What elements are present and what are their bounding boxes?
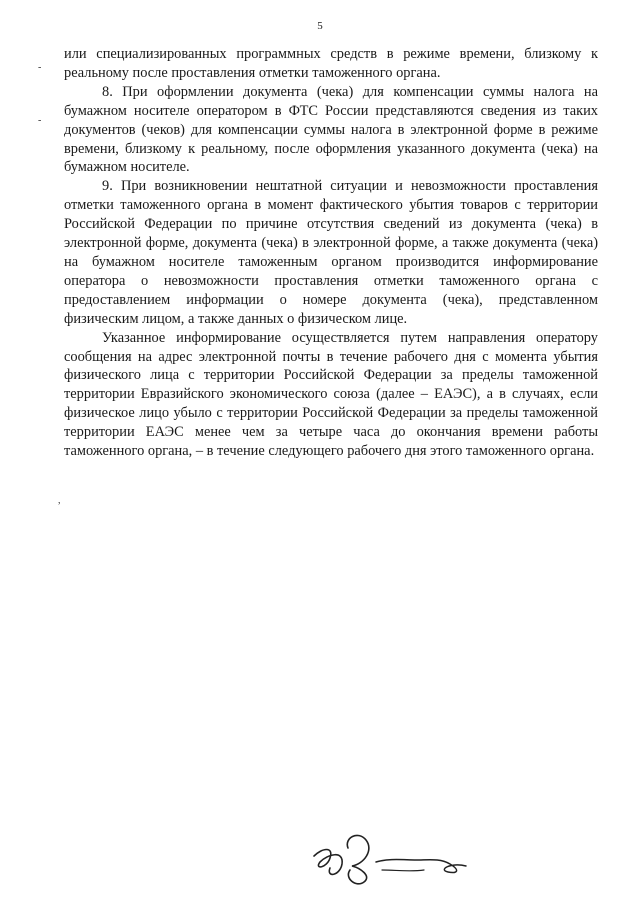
paragraph-item-8: 8. При оформлении документа (чека) для компенсации суммы налога на бумажном носителе оператором в ФТС России представляются сведения из таких документов (чеков) для компенсации суммы налога в электронной форме в режиме времени, близкому к реальному, после оформления указанного документа (чека) на бумажном носителе. xyxy=(64,83,598,176)
paragraph-continuation: или специализированных программных средств в режиме времени, близкому к реальному после проставления отметки таможенного органа. xyxy=(64,46,598,81)
margin-mark: - xyxy=(38,62,42,73)
margin-mark: , xyxy=(58,495,61,506)
paragraph-item-9: 9. При возникновении нештатной ситуации и невозможности проставления отметки таможенного органа в момент фактического убытия товаров с территории Российской Федерации по причине отсутствия сведений из документа (чека) в электронной форме, документа (чека) в электронной форме, а также документа (чека) на бумажном носителе таможенным органом производится информирование оператора о невозможности проставления отметки таможенного органа с предоставлением информации о номере документа (чека), представленном физическим лицом, а также данных о физическом лице. xyxy=(64,178,598,327)
page-number: 5 xyxy=(317,20,323,32)
margin-mark: - xyxy=(38,115,42,126)
handwritten-signature xyxy=(300,818,480,888)
paragraph-notice: Указанное информирование осуществляется путем направления оператору сообщения на адрес электронной почты в течение рабочего дня с момента убытия физического лица с территории Российской Федерации за пределы таможенной территории Евразийского экономического союза (далее – ЕАЭС), а в случаях, если физическое лицо убыло с территории Российской Федерации за пределы таможенной территории ЕАЭС менее чем за четыре часа до окончания времени работы таможенного органа, – в течение следующего рабочего дня этого таможенного органа. xyxy=(64,329,598,460)
document-body xyxy=(64,45,598,461)
